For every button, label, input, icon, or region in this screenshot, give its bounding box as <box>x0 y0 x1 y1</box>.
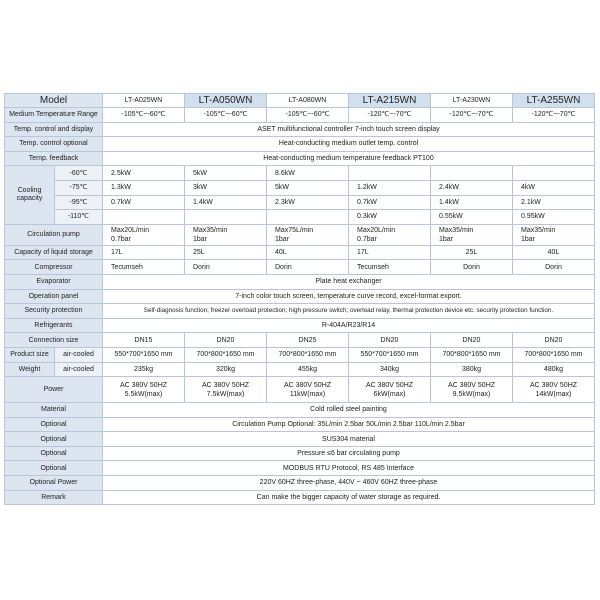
cell-line: 9.5kW(max) <box>452 390 491 398</box>
cell-line: 1bar <box>275 235 290 243</box>
cell-line: 14kW(max) <box>535 390 572 398</box>
cell: DN20 <box>185 333 267 348</box>
cell: -120℃~-70℃ <box>349 108 431 123</box>
cell: 2.4kW <box>431 180 513 195</box>
row-label: Medium Temperature Range <box>5 108 103 123</box>
cell: 2.1kW <box>513 195 595 210</box>
cell <box>267 377 349 403</box>
model-name: LT-A255WN <box>513 94 595 108</box>
cell: Dorin <box>513 260 595 275</box>
cell <box>513 224 595 245</box>
compressor-row <box>5 260 595 275</box>
cell: 17L <box>349 245 431 260</box>
cell <box>431 377 513 403</box>
cell: 25L <box>185 245 267 260</box>
cell: 1.4kW <box>185 195 267 210</box>
cell-line: Max35/min <box>193 226 228 234</box>
cell: 1.4kW <box>431 195 513 210</box>
cell-line: 5.5kW(max) <box>124 390 163 398</box>
cell: -105℃~-60℃ <box>103 108 185 123</box>
cell <box>103 210 185 225</box>
cell: 8.6kW <box>267 166 349 181</box>
cooling-temp: -60℃ <box>55 166 103 181</box>
cell <box>103 224 185 245</box>
cell <box>185 377 267 403</box>
cell: 3kW <box>185 180 267 195</box>
cell: Heat-conducting medium outlet temp. control <box>103 137 595 152</box>
cell: 0.95kW <box>513 210 595 225</box>
cell: Tecumseh <box>349 260 431 275</box>
cell <box>431 166 513 181</box>
weight-row <box>5 362 595 377</box>
row-label: Remark <box>5 490 103 505</box>
cell: 700*800*1650 mm <box>431 347 513 362</box>
optional-row <box>5 461 595 476</box>
cell-line: Max20L/min <box>357 226 396 234</box>
cell-line: Max20L/min <box>111 226 150 234</box>
cell-line: 7.5kW(max) <box>206 390 245 398</box>
row-label: Weight <box>5 362 55 377</box>
row-label: Capacity of liquid storage <box>5 245 103 260</box>
operation-panel-row <box>5 289 595 304</box>
cell: 220V 60HZ three-phase, 440V ~ 460V 60HZ three-phase <box>103 476 595 491</box>
cell: Tecumseh <box>103 260 185 275</box>
row-label: Evaporator <box>5 274 103 289</box>
model-name: LT-A080WN <box>267 94 349 108</box>
cell: 700*800*1650 mm <box>267 347 349 362</box>
cell-line: 1bar <box>193 235 208 243</box>
row-label: Optional <box>5 417 103 432</box>
cell: Self-diagnosis function; freezer overload protection; high pressure switch; overload relay, thermal protection device etc. security protection function. <box>103 304 595 319</box>
cell: SUS304 material <box>103 432 595 447</box>
cell: 480kg <box>513 362 595 377</box>
cell: DN20 <box>513 333 595 348</box>
row-label: Optional <box>5 446 103 461</box>
row-label: Optional <box>5 461 103 476</box>
cell: Dorin <box>267 260 349 275</box>
cell: ASET multifunctional controller 7-inch touch screen display <box>103 122 595 137</box>
row-label: Connection size <box>5 333 103 348</box>
cell-line: AC 380V 50HZ <box>529 381 578 389</box>
cell: DN20 <box>431 333 513 348</box>
row-label: Optional Power <box>5 476 103 491</box>
row-sublabel: air-cooled <box>55 347 103 362</box>
cell <box>349 377 431 403</box>
row-label: Compressor <box>5 260 103 275</box>
cell-line: AC 380V 50HZ <box>119 381 168 389</box>
cell: 235kg <box>103 362 185 377</box>
row-label: Temp. feedback <box>5 151 103 166</box>
cell: 340kg <box>349 362 431 377</box>
power-row <box>5 377 595 403</box>
cell-line: Max35/min <box>521 226 556 234</box>
model-name: LT-A215WN <box>349 94 431 108</box>
cell <box>513 166 595 181</box>
cell: 320kg <box>185 362 267 377</box>
row-label: Refrigerants <box>5 318 103 333</box>
cooling-temp: -95℃ <box>55 195 103 210</box>
row-label: Cooling capacity <box>5 166 55 224</box>
security-row <box>5 304 595 319</box>
cell: 0.3kW <box>349 210 431 225</box>
cell-line: AC 380V 50HZ <box>447 381 496 389</box>
model-label: Model <box>5 94 103 108</box>
model-name: LT-A025WN <box>103 94 185 108</box>
cell: Dorin <box>185 260 267 275</box>
cell: Can make the bigger capacity of water storage as required. <box>103 490 595 505</box>
cell: 0.7kW <box>103 195 185 210</box>
cooling-row <box>5 180 595 195</box>
cell: DN25 <box>267 333 349 348</box>
cell: 7-inch color touch screen, temperature curve record, excel-format export. <box>103 289 595 304</box>
optional-row <box>5 432 595 447</box>
cell: 550*700*1650 mm <box>349 347 431 362</box>
connection-row <box>5 333 595 348</box>
cooling-temp: -75℃ <box>55 180 103 195</box>
cell: Heat-conducting medium temperature feedback PT100 <box>103 151 595 166</box>
circulation-pump-row <box>5 224 595 245</box>
cell: 1.2kW <box>349 180 431 195</box>
model-name: LT-A230WN <box>431 94 513 108</box>
cell: 4kW <box>513 180 595 195</box>
row-label: Temp. control optional <box>5 137 103 152</box>
product-size-row <box>5 347 595 362</box>
cell: DN20 <box>349 333 431 348</box>
cell: -105℃~-60℃ <box>267 108 349 123</box>
cell <box>513 377 595 403</box>
cell-line: Max75L/min <box>275 226 314 234</box>
row-label: Operation panel <box>5 289 103 304</box>
row-label: Product size <box>5 347 55 362</box>
cell: Plate heat exchanger <box>103 274 595 289</box>
liquid-storage-row <box>5 245 595 260</box>
optional-row <box>5 446 595 461</box>
spec-table <box>4 93 595 505</box>
cell <box>431 224 513 245</box>
row-label: Temp. control and display <box>5 122 103 137</box>
cooling-row <box>5 195 595 210</box>
row-sublabel: air-cooled <box>55 362 103 377</box>
optional-row <box>5 417 595 432</box>
cell: -120℃~-70℃ <box>513 108 595 123</box>
cell <box>185 224 267 245</box>
cell-line: 0.7bar <box>111 235 131 243</box>
cell <box>267 224 349 245</box>
cell: 380kg <box>431 362 513 377</box>
cell: R-404A/R23/R14 <box>103 318 595 333</box>
refrigerants-row <box>5 318 595 333</box>
cell: 0.55kW <box>431 210 513 225</box>
cell-line: 1bar <box>521 235 536 243</box>
remark-row <box>5 490 595 505</box>
temp-control-display-row <box>5 122 595 137</box>
row-label: Optional <box>5 432 103 447</box>
row-label: Power <box>5 377 103 403</box>
material-row <box>5 403 595 418</box>
cell: 0.7kW <box>349 195 431 210</box>
cell: 17L <box>103 245 185 260</box>
cell: MODBUS RTU Protocol, RS 485 Interface <box>103 461 595 476</box>
cooling-row <box>5 166 595 181</box>
cell <box>349 224 431 245</box>
cell: 2.5kW <box>103 166 185 181</box>
cell: Circulation Pump Optional: 35L/min 2.5bar 50L/min 2.5bar 110L/min 2.5bar <box>103 417 595 432</box>
cell: 5kW <box>185 166 267 181</box>
header-row <box>5 94 595 108</box>
cell: -120℃~-70℃ <box>431 108 513 123</box>
cell: DN15 <box>103 333 185 348</box>
cell: 550*700*1650 mm <box>103 347 185 362</box>
cell-line: 0.7bar <box>357 235 377 243</box>
cooling-temp: -110℃ <box>55 210 103 225</box>
cell: 700*800*1650 mm <box>185 347 267 362</box>
cell: 2.3kW <box>267 195 349 210</box>
row-label: Circulation pump <box>5 224 103 245</box>
row-label: Security protection <box>5 304 103 319</box>
temp-range-row <box>5 108 595 123</box>
row-label: Material <box>5 403 103 418</box>
cell <box>349 166 431 181</box>
cell-line: 6kW(max) <box>373 390 406 398</box>
cell: -105℃~-60℃ <box>185 108 267 123</box>
cell: Cold rolled steel painting <box>103 403 595 418</box>
cell-line: Max35/min <box>439 226 474 234</box>
evaporator-row <box>5 274 595 289</box>
cell-line: 1bar <box>439 235 454 243</box>
cell-line: AC 380V 50HZ <box>365 381 414 389</box>
temp-feedback-row <box>5 151 595 166</box>
cell-line: AC 380V 50HZ <box>283 381 332 389</box>
cell-line: 11kW(max) <box>289 390 326 398</box>
cell: Pressure ≤6 bar circulating pump <box>103 446 595 461</box>
model-name: LT-A050WN <box>185 94 267 108</box>
cell: Dorin <box>431 260 513 275</box>
cell: 40L <box>513 245 595 260</box>
cell: 455kg <box>267 362 349 377</box>
optional-power-row <box>5 476 595 491</box>
cell: 5kW <box>267 180 349 195</box>
cell <box>267 210 349 225</box>
cell <box>103 377 185 403</box>
cell: 700*800*1650 mm <box>513 347 595 362</box>
cooling-row <box>5 210 595 225</box>
cell-line: AC 380V 50HZ <box>201 381 250 389</box>
cell: 1.3kW <box>103 180 185 195</box>
cell <box>185 210 267 225</box>
cell: 40L <box>267 245 349 260</box>
cell: 25L <box>431 245 513 260</box>
temp-control-optional-row <box>5 137 595 152</box>
